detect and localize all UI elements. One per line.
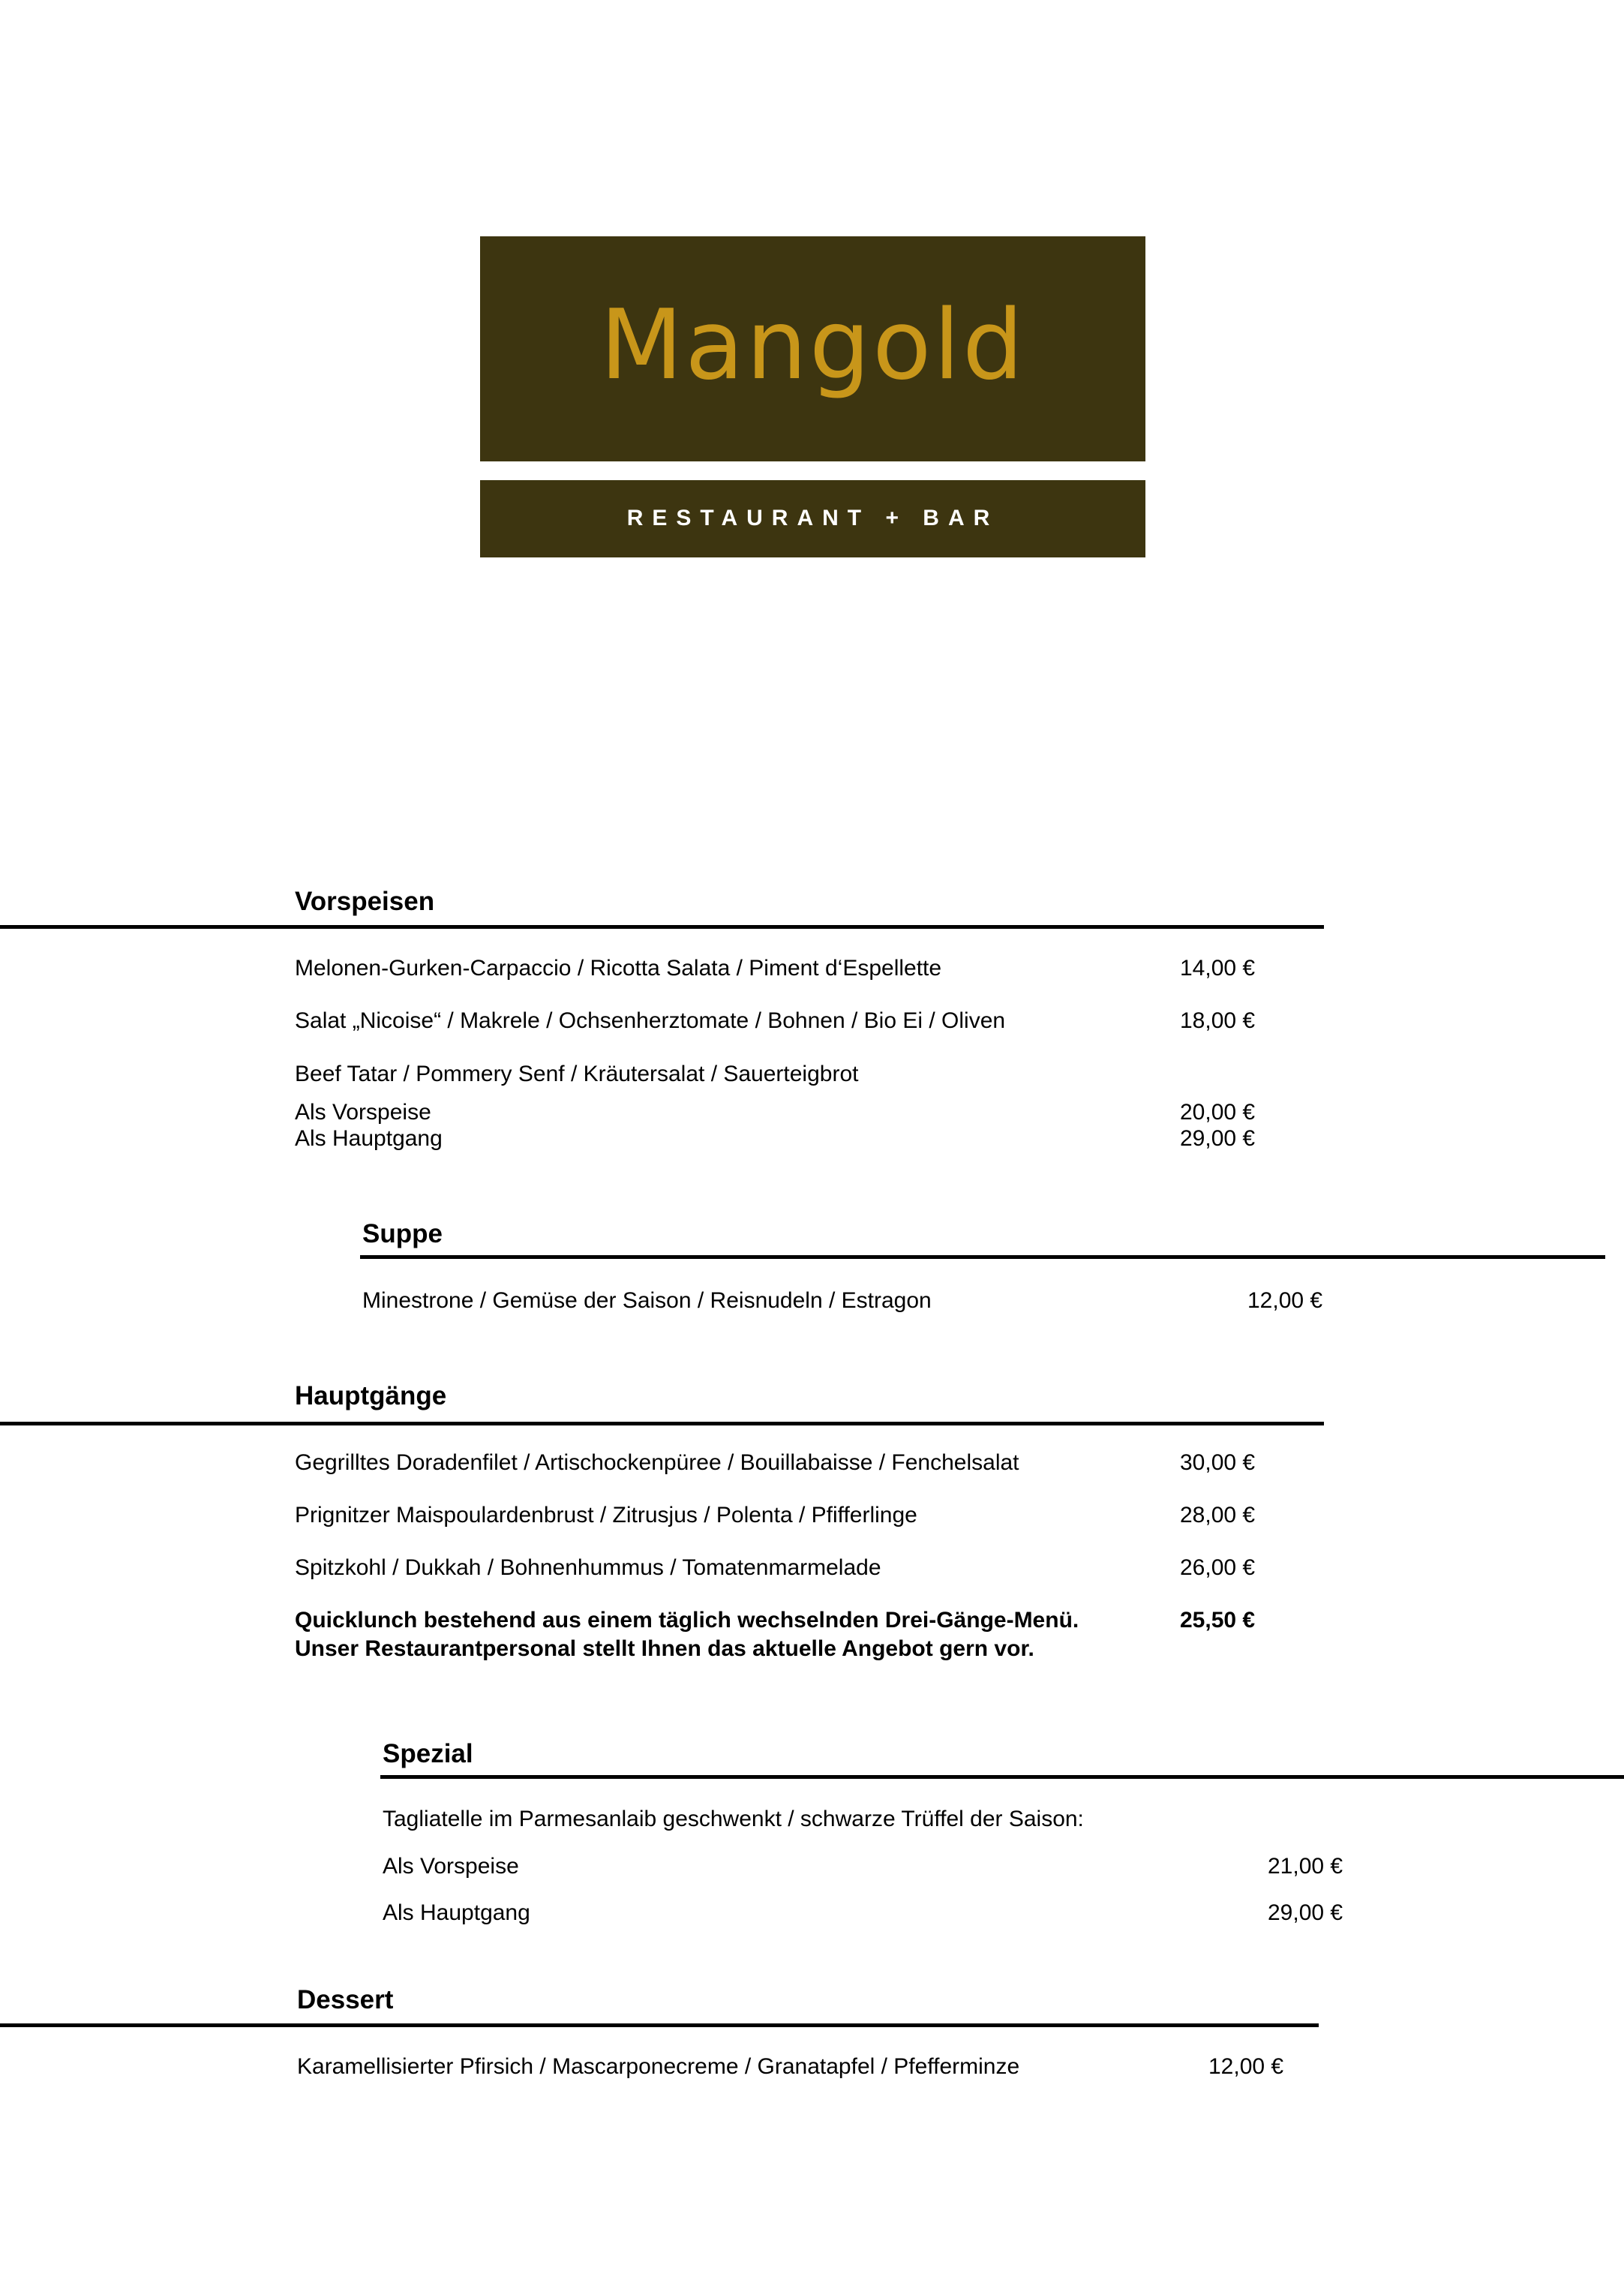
section-rule xyxy=(0,925,1324,929)
menu-item-text: Salat „Nicoise“ / Makrele / Ochsenherztomate / Bohnen / Bio Ei / Oliven xyxy=(295,1008,1006,1033)
menu-item-text: Spitzkohl / Dukkah / Bohnenhummus / Tomatenmarmelade xyxy=(295,1555,881,1580)
section-rule xyxy=(380,1775,1624,1779)
menu-item-text: Unser Restaurantpersonal stellt Ihnen das aktuelle Angebot gern vor. xyxy=(295,1636,1034,1661)
menu-item-price: 28,00 € xyxy=(1180,1503,1256,1528)
menu-item-text: Beef Tatar / Pommery Senf / Kräutersalat / Sauerteigbrot xyxy=(295,1062,859,1086)
menu-item-text: Gegrilltes Doradenfilet / Artischockenpüree / Bouillabaisse / Fenchelsalat xyxy=(295,1450,1019,1475)
logo-name: Mangold xyxy=(599,290,1026,401)
logo-block xyxy=(480,236,1145,461)
section-rule xyxy=(0,2023,1319,2027)
section-title-hauptgaenge: Hauptgänge xyxy=(295,1381,447,1410)
section-rule xyxy=(0,1422,1324,1425)
menu-item-price: 25,50 € xyxy=(1180,1608,1256,1633)
menu-item-price: 14,00 € xyxy=(1180,956,1256,981)
menu-item-text: Als Vorspeise xyxy=(383,1854,519,1879)
menu-item-text: Melonen-Gurken-Carpaccio / Ricotta Salata / Piment d‘Espellette xyxy=(295,956,942,981)
menu-item-price: 20,00 € xyxy=(1180,1100,1256,1125)
section-title-spezial: Spezial xyxy=(383,1739,473,1768)
menu-item-price: 21,00 € xyxy=(1268,1854,1343,1879)
menu-item-price: 29,00 € xyxy=(1180,1126,1256,1151)
menu-item-price: 29,00 € xyxy=(1268,1900,1343,1925)
menu-item-text: Prignitzer Maispoulardenbrust / Zitrusjus / Polenta / Pfifferlinge xyxy=(295,1503,917,1528)
logo-tagline: RESTAURANT + BAR xyxy=(626,506,999,530)
menu-item-text: Als Hauptgang xyxy=(295,1126,443,1151)
menu-item-price: 18,00 € xyxy=(1180,1008,1256,1033)
section-title-suppe: Suppe xyxy=(362,1219,443,1248)
menu-item-text: Quicklunch bestehend aus einem täglich wechselnden Drei-Gänge-Menü. xyxy=(295,1608,1079,1633)
section-title-dessert: Dessert xyxy=(297,1985,394,2014)
menu-item-text: Als Hauptgang xyxy=(383,1900,530,1925)
logo-tagline-block xyxy=(480,480,1145,557)
menu-item-price: 30,00 € xyxy=(1180,1450,1256,1475)
menu-item-price: 12,00 € xyxy=(1208,2054,1284,2079)
section-title-vorspeisen: Vorspeisen xyxy=(295,887,435,916)
menu-item-text: Als Vorspeise xyxy=(295,1100,431,1125)
menu-item-price: 26,00 € xyxy=(1180,1555,1256,1580)
menu-item-price: 12,00 € xyxy=(1247,1288,1323,1313)
menu-item-text: Tagliatelle im Parmesanlaib geschwenkt / schwarze Trüffel der Saison: xyxy=(383,1807,1084,1831)
section-rule xyxy=(360,1255,1605,1259)
menu-item-text: Minestrone / Gemüse der Saison / Reisnudeln / Estragon xyxy=(362,1288,932,1313)
menu-item-text: Karamellisierter Pfirsich / Mascarponecreme / Granatapfel / Pfefferminze xyxy=(297,2054,1020,2079)
